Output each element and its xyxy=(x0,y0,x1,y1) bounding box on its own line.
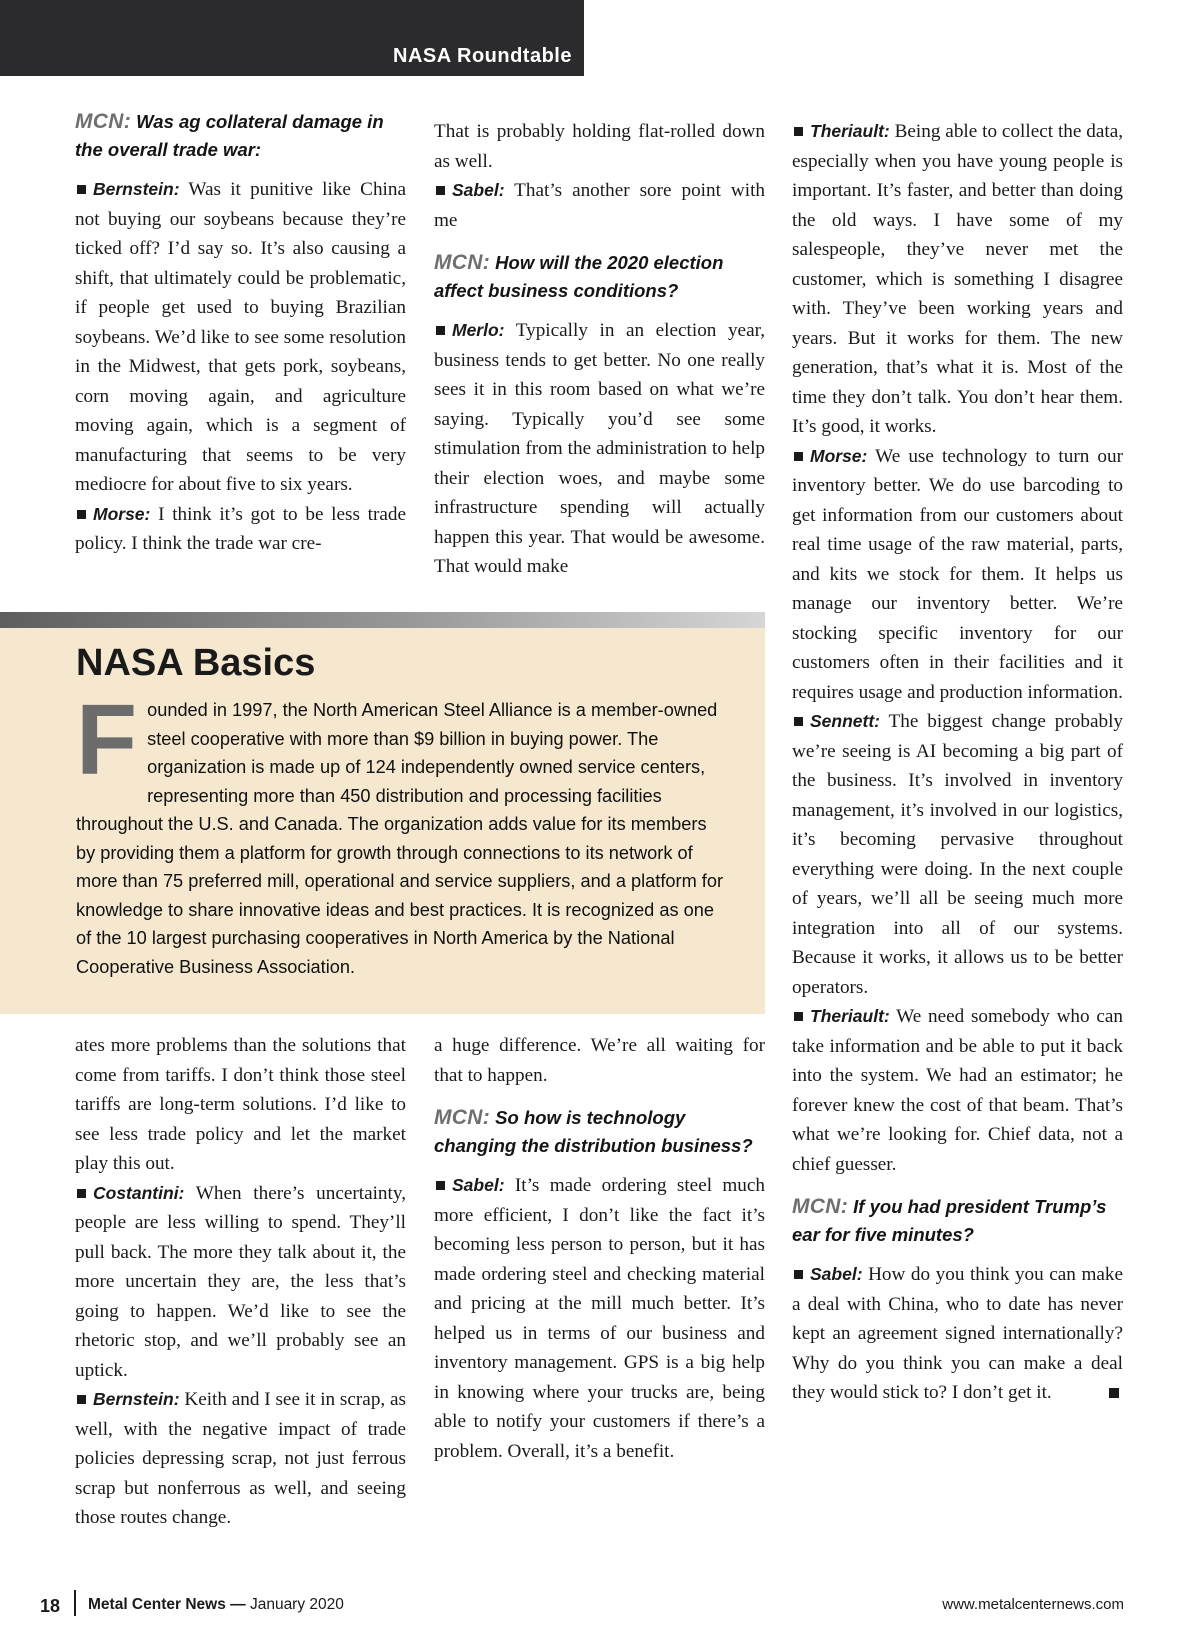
speaker-name: Theriault: xyxy=(810,1006,890,1026)
bullet-square-icon xyxy=(77,1189,86,1198)
publication-line: Metal Center News — January 2020 xyxy=(88,1596,344,1613)
speaker-name: Sabel: xyxy=(452,180,505,200)
page-number: 18 xyxy=(40,1596,61,1616)
continuation-text: That is probably holding flat-rolled down as well. xyxy=(434,121,765,172)
column-1-top xyxy=(75,108,406,559)
answer-paragraph: Bernstein: Keith and I see it in scrap, as well, with the negative impact of trade policies depressing scrap, not just ferrous scrap but nonferrous as well, and seeing those routes change. xyxy=(75,1389,406,1528)
website-url: www.metalcenternews.com xyxy=(942,1596,1124,1613)
mcn-label: MCN: xyxy=(434,251,491,274)
mcn-label: MCN: xyxy=(434,1106,491,1129)
answer-paragraph: Bernstein: Was it punitive like China not buying our soybeans because they’re ticked off? I’d say so. It’s also causing a shift, that ultimately could be problematic, if people get used to buying Brazilian soybeans. We’d like to see some resolution in the Midwest, that gets pork, soybeans, corn moving again, and agriculture moving again, which is a segment of manufacturing that seems to be very mediocre for about five to six years. xyxy=(75,179,406,495)
bullet-square-icon xyxy=(436,326,445,335)
question-heading: MCN: If you had president Trump’s ear for five minutes? xyxy=(792,1195,1107,1245)
bullet-square-icon xyxy=(794,127,803,136)
bullet-square-icon xyxy=(436,186,445,195)
answer-paragraph: Sabel: That’s another sore point with me xyxy=(434,180,766,231)
bullet-square-icon xyxy=(794,452,803,461)
speaker-name: Morse: xyxy=(93,503,151,524)
answer-paragraph: Sabel: How do you think you can make a deal with China, who to date has never kept an agreement signed internationally? Why do you think you can make a deal they would stick to? I don’t get it. xyxy=(792,1264,1123,1403)
bullet-square-icon xyxy=(436,1181,445,1190)
question-heading: MCN: So how is technology changing the distribution business? xyxy=(434,1106,753,1156)
answer-paragraph: Merlo: Typically in an election year, business tends to get better. No one really sees it in this room based on what we’re saying. Typically you’d see some stimulation from the administration to help their election woes, and maybe some infrastructure spending will actually happen this year. That would be awesome. That would make xyxy=(434,320,766,577)
question-heading: MCN: Was ag collateral damage in the overall trade war: xyxy=(75,110,384,160)
speaker-name: Bernstein: xyxy=(93,179,180,199)
end-mark-icon xyxy=(1109,1388,1119,1398)
bullet-square-icon xyxy=(794,717,803,726)
sidebar-body: Founded in 1997, the North American Steel Alliance is a member-owned steel cooperative with more than $9 billion in buying power. The organization is made up of 124 independently owned service centers, representing more than 450 distribution and processing facilities throughout the U.S. and Canada. The organization adds value for its members by providing them a platform for growth through connections to its network of more than 75 preferred mill, operational and service suppliers, and a platform for knowledge to share innovative ideas and best practices. It is recognized as one of the 10 largest purchasing cooperatives in North America by the National Cooperative Business Association. xyxy=(76,684,723,977)
continuation-text: ates more problems than the solutions that come from tariffs. I don’t think those steel tariffs are long-term solutions. I’d like to see less trade policy and let the market play this out. xyxy=(75,1035,406,1174)
bullet-square-icon xyxy=(77,1395,86,1404)
speaker-name: Sabel: xyxy=(452,1175,505,1195)
column-2-bottom xyxy=(434,1031,765,1466)
speaker-name: Bernstein: xyxy=(93,1389,180,1409)
mcn-label: MCN: xyxy=(75,110,132,133)
answer-paragraph: Morse: We use technology to turn our inventory better. We do use barcoding to get information from our customers about real time usage of the raw material, parts, and kits we stock for them. It helps us manage our inventory better. We’re stocking specific inventory for our customers often in their facilities and it requires usage and production information. xyxy=(792,445,1123,703)
answer-paragraph: Theriault: Being able to collect the data, especially when you have young people is important. It’s faster, and better than doing the old ways. I have some of my salespeople, they’ve never met the customer, which is something I disagree with. They’ve been working years and years. But it works for them. The new generation, that’s what it is. Most of the time they don’t talk. You don’t hear them. It’s good, it works. xyxy=(792,121,1124,437)
section-title: NASA Roundtable xyxy=(393,45,572,67)
speaker-name: Sennett: xyxy=(810,711,880,731)
speaker-name: Theriault: xyxy=(810,121,890,141)
drop-cap: F xyxy=(76,684,138,796)
column-3 xyxy=(792,117,1123,1408)
speaker-name: Costantini: xyxy=(93,1182,185,1203)
answer-paragraph: Theriault: We need somebody who can take information and be able to put it back into the system. We had an estimator; he forever knew the cost of that beam. That’s what we’re looking for. Chief data, not a chief guesser. xyxy=(792,1006,1123,1175)
bullet-square-icon xyxy=(77,510,86,519)
footer-divider xyxy=(74,1590,76,1616)
speaker-name: Merlo: xyxy=(452,320,505,340)
bullet-square-icon xyxy=(794,1012,803,1021)
section-header-bar xyxy=(0,0,584,76)
answer-paragraph: Sennett: The biggest change probably we’re seeing is AI becoming a big part of the business. It’s involved in inventory management, it’s involved in our logistics, it’s becoming pervasive throughout everything were doing. In the next couple of years, we’ll all be seeing much more integration into all of our systems. Because it works, it allows us to be better operators. xyxy=(792,711,1123,998)
column-2-top xyxy=(434,117,765,582)
sidebar-gradient-band xyxy=(0,612,765,628)
bullet-square-icon xyxy=(794,1270,803,1279)
speaker-name: Morse: xyxy=(810,445,868,466)
sidebar-title: NASA Basics xyxy=(76,642,316,684)
answer-paragraph: Morse: I think it’s got to be less trade policy. I think the trade war cre- xyxy=(75,503,407,554)
question-heading: MCN: How will the 2020 election affect business conditions? xyxy=(434,251,724,301)
mcn-label: MCN: xyxy=(792,1195,849,1218)
speaker-name: Sabel: xyxy=(810,1264,863,1284)
bullet-square-icon xyxy=(77,185,86,194)
continuation-text: a huge difference. We’re all waiting for that to happen. xyxy=(434,1035,765,1086)
column-1-bottom xyxy=(75,1031,406,1533)
answer-paragraph: Sabel: It’s made ordering steel much more efficient, I don’t like the fact it’s becoming less person to person, but it has made ordering steel and checking material and pricing at the mill much better. It’s helped us in terms of our business and inventory management. GPS is a big help in knowing where your trucks are, being able to notify your customers if there’s a problem. Overall, it’s a benefit. xyxy=(434,1175,765,1462)
answer-paragraph: Costantini: When there’s uncertainty, people are less willing to spend. They’ll pull back. The more they talk about it, the more uncertain they are, the less that’s going to happen. We’d like to see the rhetoric stop, and we’ll probably see an uptick. xyxy=(75,1182,406,1381)
